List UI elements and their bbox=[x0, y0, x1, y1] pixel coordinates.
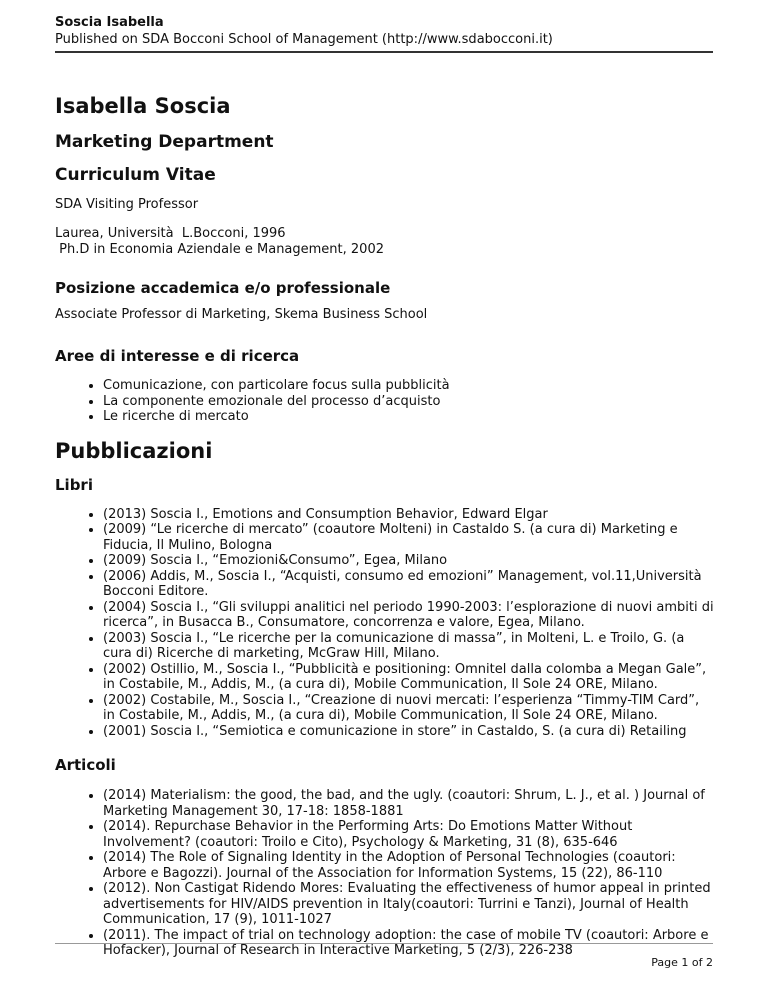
interests-heading: Aree di interesse e di ricerca bbox=[55, 347, 300, 365]
published-note: Published on SDA Bocconi School of Management (http://www.sdabocconi.it) bbox=[55, 32, 553, 47]
publications-heading: Pubblicazioni bbox=[55, 438, 213, 463]
list-item: • Comunicazione, con particolare focus sulla pubblicità bbox=[103, 378, 715, 394]
list-item: • (2013) Soscia I., Emotions and Consumption Behavior, Edward Elgar bbox=[103, 507, 715, 523]
list-item: • (2006) Addis, M., Soscia I., “Acquisti, consumo ed emozioni” Management, vol.11,Università Bocconi Editore. bbox=[103, 569, 715, 600]
list-item: • (2012). Non Castigat Ridendo Mores: Evaluating the effectiveness of humor appeal in printed advertisements for HIV/AIDS prevention in Italy(coautori: Turrini e Tanzi), Journal of Health Communication, 17 (9), 1011-1027 bbox=[103, 881, 715, 928]
list-item: • (2002) Ostillio, M., Soscia I., “Pubblicità e positioning: Omnitel dalla colomba a Megan Gale”, in Costabile, M., Addis, M., (a cura di), Mobile Communication, Il Sole 24 ORE, Milano. bbox=[103, 662, 715, 693]
header-rule bbox=[55, 51, 713, 53]
articles-heading: Articoli bbox=[55, 756, 116, 774]
list-item: • (2014) Materialism: the good, the bad, and the ugly. (coautori: Shrum, L. J., et al. ) Journal of Marketing Management 30, 17-18: 1858-1881 bbox=[103, 788, 715, 819]
list-item: • Le ricerche di mercato bbox=[103, 409, 715, 425]
books-list bbox=[55, 507, 715, 740]
department-heading: Marketing Department bbox=[55, 132, 274, 152]
list-item: • (2014). Repurchase Behavior in the Performing Arts: Do Emotions Matter Without Involvement? (coautori: Troilo e Cito), Psychology & Marketing, 31 (8), 635-646 bbox=[103, 819, 715, 850]
list-item: • (2009) “Le ricerche di mercato” (coautore Molteni) in Castaldo S. (a cura di) Marketing e Fiducia, Il Mulino, Bologna bbox=[103, 522, 715, 553]
main-content bbox=[55, 92, 715, 959]
person-name: Isabella Soscia bbox=[55, 94, 231, 118]
position-heading: Posizione accademica e/o professionale bbox=[55, 279, 391, 297]
page-number: Page 1 of 2 bbox=[651, 956, 713, 969]
education-line: Laurea, Università L.Bocconi, 1996 bbox=[55, 226, 286, 241]
page-header bbox=[55, 14, 713, 53]
books-heading: Libri bbox=[55, 475, 93, 494]
page-footer bbox=[55, 943, 713, 969]
list-item: • (2009) Soscia I., “Emozioni&Consumo”, Egea, Milano bbox=[103, 553, 715, 569]
document-title: Soscia Isabella bbox=[55, 15, 164, 30]
articles-list bbox=[55, 788, 715, 959]
list-item: • La componente emozionale del processo d’acquisto bbox=[103, 394, 715, 410]
education-line: Ph.D in Economia Aziendale e Management, 2002 bbox=[55, 242, 384, 257]
list-item: • (2001) Soscia I., “Semiotica e comunicazione in store” in Castaldo, S. (a cura di) Retailing bbox=[103, 724, 715, 740]
footer-rule bbox=[55, 943, 713, 944]
cv-heading: Curriculum Vitae bbox=[55, 165, 216, 185]
role-text: SDA Visiting Professor bbox=[55, 197, 199, 212]
list-item: • (2011). The impact of trial on technology adoption: the case of mobile TV (coautori: Arbore e Hofacker), Journal of Research in Interactive Marketing, 5 (2/3), 226-238 bbox=[103, 928, 715, 959]
list-item: • (2002) Costabile, M., Soscia I., “Creazione di nuovi mercati: l’esperienza “Timmy-TIM Card”, in Costabile, M., Addis, M., (a cura di), Mobile Communication, Il Sole 24 ORE, Milano. bbox=[103, 693, 715, 724]
list-item: • (2004) Soscia I., “Gli sviluppi analitici nel periodo 1990-2003: l’esplorazione di nuovi ambiti di ricerca”, in Busacca B., Consumatore, concorrenza e valore, Egea, Milano. bbox=[103, 600, 715, 631]
position-text: Associate Professor di Marketing, Skema Business School bbox=[55, 307, 428, 322]
list-item: • (2014) The Role of Signaling Identity in the Adoption of Personal Technologies (coautori: Arbore e Bagozzi). Journal of the Association for Information Systems, 15 (22), 86-110 bbox=[103, 850, 715, 881]
list-item: • (2003) Soscia I., “Le ricerche per la comunicazione di massa”, in Molteni, L. e Troilo, G. (a cura di) Ricerche di marketing, McGraw Hill, Milano. bbox=[103, 631, 715, 662]
interests-list bbox=[55, 378, 715, 425]
